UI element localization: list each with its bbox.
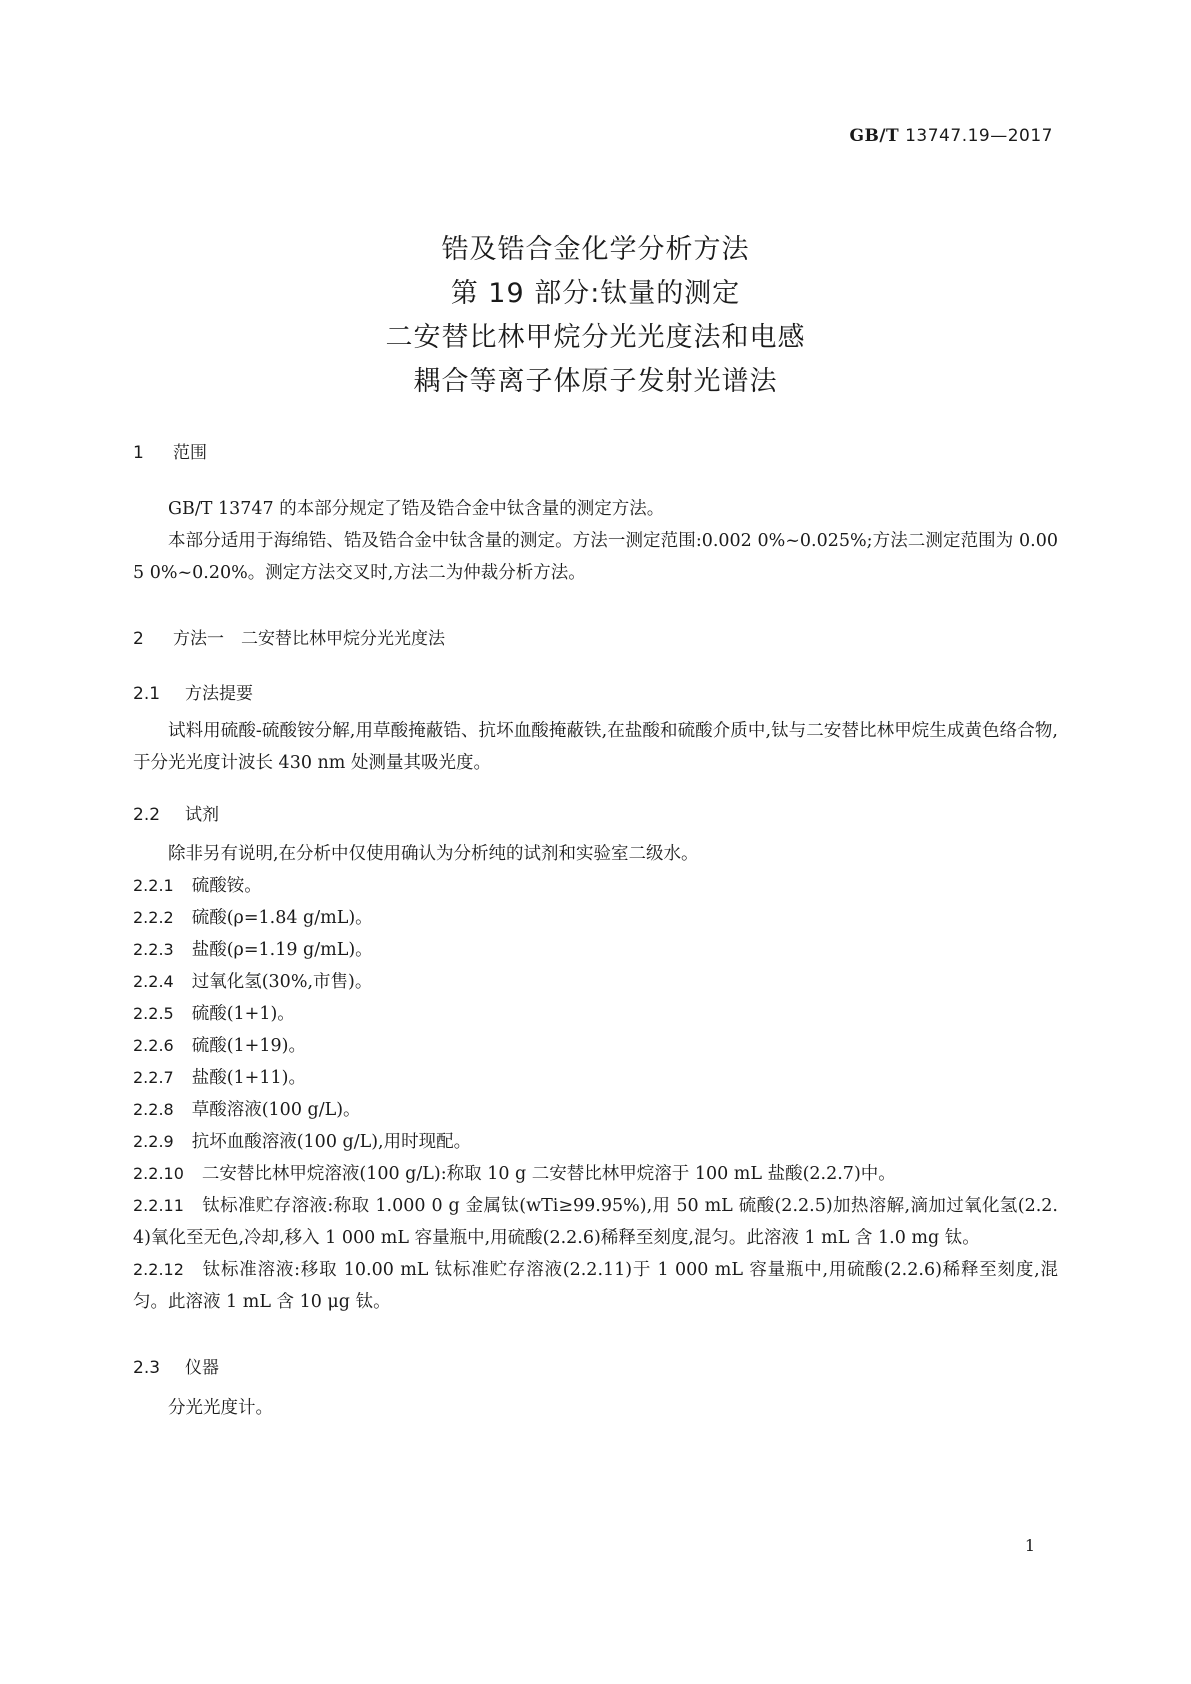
title-line-4: 耦合等离子体原子发射光谱法	[413, 366, 778, 397]
item-number: 2.2.12	[133, 1260, 184, 1279]
section-2-heading	[133, 624, 1058, 649]
paragraph: 除非另有说明,在分析中仅使用确认为分析纯的试剂和实验室二级水。	[168, 844, 699, 864]
section-title: 范围	[173, 443, 207, 463]
item-number: 2.2.11	[133, 1196, 184, 1215]
item-number: 2.2.8	[133, 1100, 174, 1119]
standard-code	[849, 126, 1053, 146]
section-1-heading	[133, 438, 1058, 463]
reagent-item	[133, 1126, 1058, 1158]
item-text: 硫酸(1+19)。	[191, 1036, 306, 1056]
page-number: 1	[1024, 1536, 1035, 1555]
section-title: 试剂	[185, 805, 219, 825]
reagent-item	[133, 902, 1058, 934]
item-number: 2.2.1	[133, 876, 174, 895]
reagent-item	[133, 870, 1058, 902]
paragraph: 试料用硫酸-硫酸铵分解,用草酸掩蔽锆、抗坏血酸掩蔽铁,在盐酸和硫酸介质中,钛与二安替比林甲烷生成黄色络合物,于分光光度计波长 430 nm 处测量其吸光度。	[133, 721, 1058, 773]
item-text: 钛标准溶液:移取 10.00 mL 钛标准贮存溶液(2.2.11)于 1 000 mL 容量瓶中,用硫酸(2.2.6)稀释至刻度,混匀。此溶液 1 mL 含 10 μg 钛。	[133, 1260, 1058, 1312]
item-number: 2.2.7	[133, 1068, 174, 1087]
item-number: 2.2.10	[133, 1164, 184, 1183]
item-text: 抗坏血酸溶液(100 g/L),用时现配。	[191, 1132, 472, 1152]
item-text: 硫酸(ρ=1.84 g/mL)。	[191, 908, 373, 928]
document-title	[0, 228, 1191, 404]
section-2-1-body	[133, 715, 1058, 779]
item-text: 硫酸铵。	[191, 876, 262, 896]
item-text: 盐酸(1+11)。	[191, 1068, 306, 1088]
item-number: 2.2.3	[133, 940, 174, 959]
section-number: 2	[133, 629, 144, 649]
item-number: 2.2.2	[133, 908, 174, 927]
item-text: 硫酸(1+1)。	[191, 1004, 295, 1024]
item-text: 盐酸(ρ=1.19 g/mL)。	[191, 940, 373, 960]
title-line-3: 二安替比林甲烷分光光度法和电感	[385, 322, 806, 353]
item-text: 钛标准贮存溶液:称取 1.000 0 g 金属钛(wTi≥99.95%),用 50 mL 硫酸(2.2.5)加热溶解,滴加过氧化氢(2.2.4)氧化至无色,冷却,移入 1 000 mL 容量瓶中,用硫酸(2.2.6)稀释至刻度,混匀。此溶液 1 mL 含 1.0 mg 钛。	[133, 1196, 1058, 1248]
section-title: 方法一 二安替比林甲烷分光光度法	[173, 629, 445, 649]
standard-prefix: GB/T	[849, 126, 900, 146]
reagent-item	[133, 934, 1058, 966]
standard-number: 13747.19—2017	[905, 126, 1053, 146]
reagent-item	[133, 966, 1058, 998]
item-number: 2.2.4	[133, 972, 174, 991]
section-title: 仪器	[185, 1358, 219, 1378]
section-2-1-heading	[133, 679, 1058, 704]
section-2-3-heading	[133, 1353, 1058, 1378]
reagent-item	[133, 1190, 1058, 1254]
paragraph: 分光光度计。	[168, 1398, 273, 1418]
paragraph: 本部分适用于海绵锆、锆及锆合金中钛含量的测定。方法一测定范围:0.002 0%~0.025%;方法二测定范围为 0.005 0%~0.20%。测定方法交叉时,方法二为仲裁分析方法。	[133, 531, 1058, 583]
section-2-3-body	[133, 1392, 1058, 1424]
item-number: 2.2.9	[133, 1132, 174, 1151]
reagent-item	[133, 1094, 1058, 1126]
paragraph: GB/T 13747 的本部分规定了锆及锆合金中钛含量的测定方法。	[168, 499, 665, 519]
reagent-item	[133, 1030, 1058, 1062]
reagent-item	[133, 1254, 1058, 1318]
section-number: 1	[133, 443, 144, 463]
item-number: 2.2.6	[133, 1036, 174, 1055]
section-2-2-heading	[133, 800, 1058, 825]
reagent-item	[133, 998, 1058, 1030]
item-text: 二安替比林甲烷溶液(100 g/L):称取 10 g 二安替比林甲烷溶于 100 mL 盐酸(2.2.7)中。	[201, 1164, 896, 1184]
section-number: 2.1	[133, 684, 161, 704]
reagent-item	[133, 1158, 1058, 1190]
item-number: 2.2.5	[133, 1004, 174, 1023]
section-1-body	[133, 493, 1058, 589]
section-number: 2.3	[133, 1358, 161, 1378]
section-number: 2.2	[133, 805, 161, 825]
item-text: 草酸溶液(100 g/L)。	[191, 1100, 361, 1120]
section-2-2-body	[133, 838, 1058, 1318]
item-text: 过氧化氢(30%,市售)。	[191, 972, 373, 992]
title-line-2: 第 19 部分:钛量的测定	[450, 278, 741, 309]
title-line-1: 锆及锆合金化学分析方法	[441, 234, 750, 265]
section-title: 方法提要	[185, 684, 253, 704]
reagent-item	[133, 1062, 1058, 1094]
